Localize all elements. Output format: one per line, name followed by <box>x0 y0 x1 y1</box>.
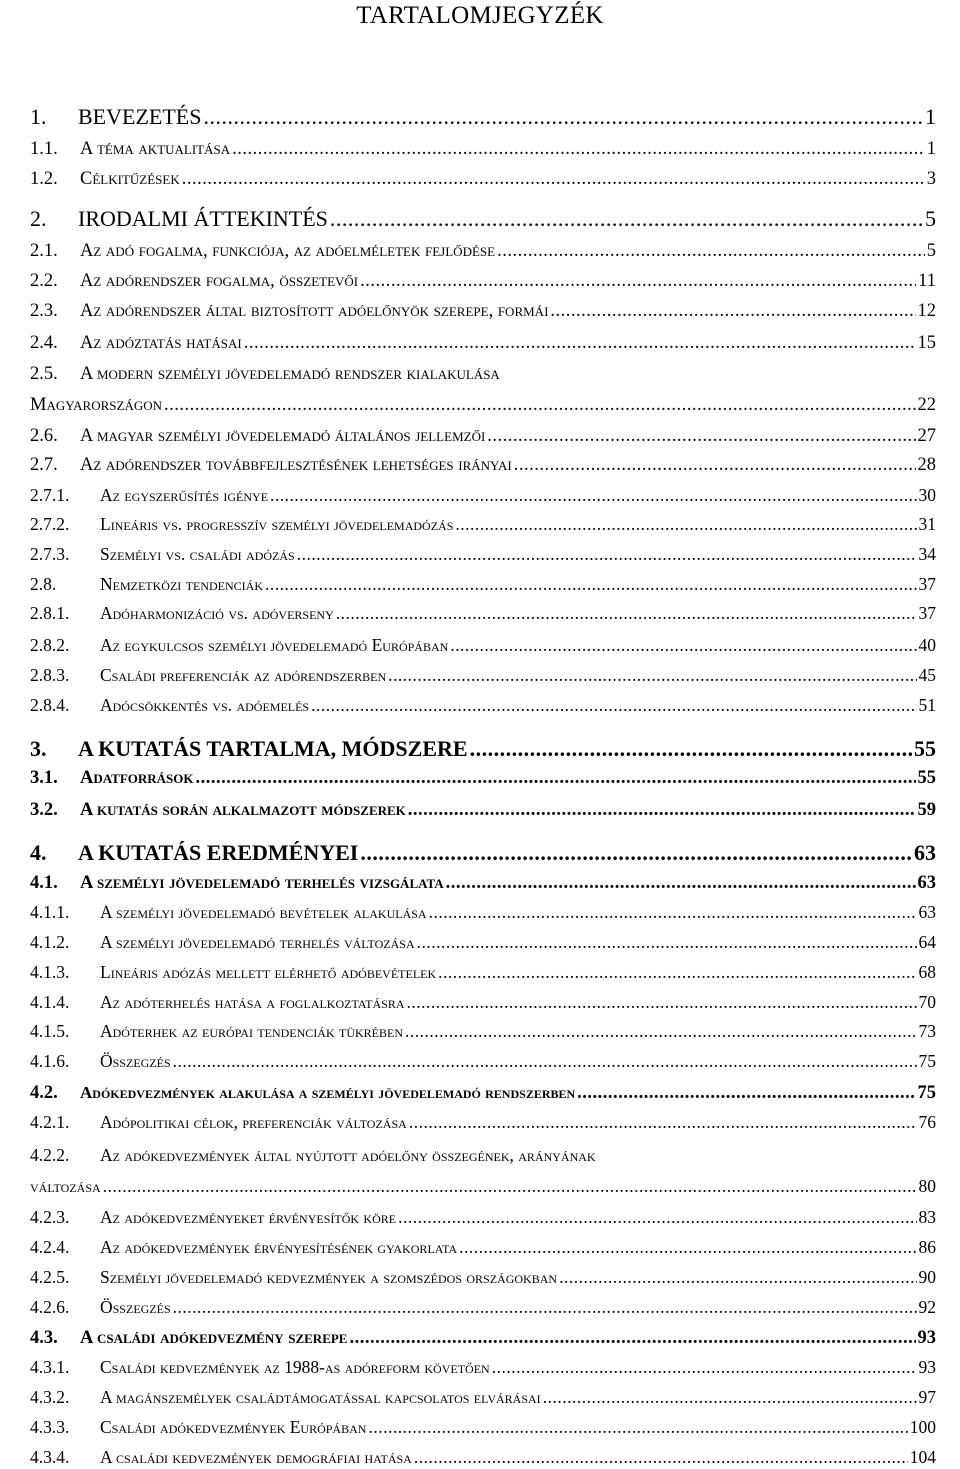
toc-page: 64 <box>918 932 936 952</box>
toc-number: 2.6. <box>30 426 58 446</box>
toc-page: 37 <box>918 603 936 623</box>
toc-number: 4.2.4. <box>30 1237 70 1257</box>
dot-leader <box>438 964 916 982</box>
toc-number: 4.2.2. <box>30 1145 70 1165</box>
toc-entry[interactable] <box>30 667 936 685</box>
toc-title: Az adó fogalma, funkciója, az adóelméletek fejlődése <box>80 241 496 261</box>
toc-number: 4.2.3. <box>30 1207 70 1227</box>
toc-number: 1.2. <box>30 169 58 189</box>
dot-leader <box>103 1178 917 1196</box>
toc-number: 2.8.1. <box>30 603 70 623</box>
toc-entry[interactable] <box>30 769 936 788</box>
toc-page: 45 <box>918 665 936 685</box>
toc-number: 4.1.3. <box>30 962 70 982</box>
toc-title: Személyi vs. családi adózás <box>100 544 295 564</box>
toc-number: 2.1. <box>30 241 58 261</box>
dot-leader <box>196 769 916 788</box>
toc-entry[interactable] <box>30 1053 936 1071</box>
toc-page: 97 <box>918 1387 936 1407</box>
toc-number: 2.5. <box>30 364 58 384</box>
toc-title: Adókedvezmények alakulása a személyi jövedelemadó rendszerben <box>80 1083 576 1102</box>
toc-title: Összegzés <box>100 1297 171 1317</box>
toc-title: Nemzetközi tendenciák <box>100 574 263 594</box>
toc-number: 4.2. <box>30 1083 58 1103</box>
toc-title-continuation: Magyarországon <box>30 395 163 415</box>
toc-number: 4.1.1. <box>30 902 70 922</box>
toc-number: 4.3.3. <box>30 1417 70 1437</box>
toc-entry[interactable] <box>30 1359 936 1377</box>
toc-title: Lineáris vs. progresszív személyi jövedelemadózás <box>100 514 454 534</box>
toc-number: 1.1. <box>30 139 58 159</box>
toc-number: 4.1.4. <box>30 992 70 1012</box>
toc-title-continuation: változása <box>30 1176 101 1196</box>
toc-title: Az adókedvezményeket érvényesítők köre <box>100 1207 397 1227</box>
toc-entry[interactable] <box>30 605 936 623</box>
toc-entry[interactable] <box>30 842 936 864</box>
toc-entry[interactable] <box>30 1419 936 1437</box>
dot-leader <box>368 1419 907 1437</box>
toc-page: 30 <box>918 485 936 505</box>
toc-page: 55 <box>917 768 936 788</box>
toc-entry[interactable] <box>30 1147 936 1165</box>
toc-entry[interactable] <box>30 934 936 952</box>
toc-page: 80 <box>918 1176 936 1196</box>
toc-title: Az adókedvezmények érvényesítésének gyakorlata <box>100 1237 458 1257</box>
toc-number: 4.1.5. <box>30 1021 70 1041</box>
toc-title: Az egykulcsos személyi jövedelemadó Európában <box>100 635 449 655</box>
toc-page: 93 <box>918 1357 936 1377</box>
toc-entry[interactable] <box>30 242 936 261</box>
dot-leader <box>297 546 917 564</box>
toc-title: Az adóterhelés hatása a foglalkoztatásra <box>100 992 405 1012</box>
toc-title: A KUTATÁS EREDMÉNYEI <box>78 840 359 865</box>
toc-entry[interactable] <box>30 140 936 159</box>
toc-title: Célkitűzések <box>80 169 180 189</box>
dot-leader <box>270 487 916 505</box>
toc-number: 2.8.4. <box>30 695 70 715</box>
toc-number: 3.2. <box>30 800 58 820</box>
toc-number: 4.3. <box>30 1328 58 1348</box>
toc-entry[interactable] <box>30 1329 936 1348</box>
dot-leader <box>405 1023 916 1041</box>
toc-page: 12 <box>917 301 936 321</box>
toc-page: 70 <box>918 992 936 1012</box>
toc-entry[interactable] <box>30 637 936 655</box>
toc-entry[interactable] <box>30 697 936 715</box>
dot-leader <box>360 842 912 864</box>
toc-page: 75 <box>917 1083 936 1103</box>
toc-title: A személyi jövedelemadó terhelés vizsgálata <box>80 873 444 893</box>
toc-entry-continuation[interactable] <box>30 396 936 415</box>
dot-leader <box>487 427 915 446</box>
toc-title: Az adórendszer fogalma, összetevői <box>80 271 359 291</box>
toc-number: 4.2.1. <box>30 1112 70 1132</box>
toc-entry[interactable] <box>30 334 936 353</box>
toc-entry[interactable] <box>30 1389 936 1407</box>
dot-leader <box>455 516 916 534</box>
toc-entry[interactable] <box>30 427 936 446</box>
toc-page: 93 <box>917 1328 936 1348</box>
toc-page: 73 <box>918 1021 936 1041</box>
toc-page: 37 <box>918 574 936 594</box>
dot-leader <box>349 1329 915 1348</box>
toc-entry-continuation[interactable] <box>30 1178 936 1196</box>
toc-title: A KUTATÁS TARTALMA, MÓDSZERE <box>78 736 468 761</box>
toc-entry[interactable] <box>30 1084 936 1103</box>
toc-entry[interactable] <box>30 546 936 564</box>
dot-leader <box>543 1389 917 1407</box>
toc-entry[interactable] <box>30 1299 936 1317</box>
toc-page: 76 <box>918 1112 936 1132</box>
toc-entry[interactable] <box>30 272 936 291</box>
toc-page: 63 <box>918 902 936 922</box>
dot-leader <box>514 456 916 475</box>
toc-number: 2.8.2. <box>30 635 70 655</box>
toc-page: 22 <box>917 395 936 415</box>
toc-entry[interactable] <box>30 964 936 982</box>
toc-number: 2.8.3. <box>30 665 70 685</box>
dot-leader <box>459 1239 916 1257</box>
toc-page: 34 <box>918 544 936 564</box>
toc-title: Adópolitikai célok, preferenciák változása <box>100 1112 407 1132</box>
toc-title: A kutatás során alkalmazott módszerek <box>80 800 406 820</box>
page-title: TARTALOMJEGYZÉK <box>356 2 604 29</box>
dot-leader <box>429 904 917 922</box>
dot-leader <box>336 605 917 623</box>
toc-title: A modern személyi jövedelemadó rendszer kialakulása <box>80 364 500 384</box>
dot-leader <box>577 1084 915 1103</box>
toc-number: 1. <box>30 104 47 129</box>
toc-page: 3 <box>926 169 936 189</box>
dot-leader <box>232 140 925 159</box>
toc-title: A személyi jövedelemadó terhelés változása <box>100 932 415 952</box>
toc-number: 4.2.6. <box>30 1297 70 1317</box>
toc-entry[interactable] <box>30 1114 936 1132</box>
toc-entry[interactable] <box>30 1449 936 1467</box>
toc-number: 2.2. <box>30 271 58 291</box>
toc-number: 4.1. <box>30 873 58 893</box>
dot-leader <box>173 1299 917 1317</box>
dot-leader <box>497 242 925 261</box>
dot-leader <box>388 667 916 685</box>
toc-number: 2.7.3. <box>30 544 70 564</box>
toc-page: 59 <box>917 800 936 820</box>
toc-entry[interactable] <box>30 1209 936 1227</box>
toc-entry[interactable] <box>30 487 936 505</box>
toc-page: 104 <box>909 1447 936 1467</box>
toc-entry[interactable] <box>30 904 936 922</box>
toc-title: Személyi jövedelemadó kedvezmények a szomszédos országokban <box>100 1267 558 1287</box>
toc-title: Lineáris adózás mellett elérhető adóbevételek <box>100 962 437 982</box>
dot-leader <box>492 1359 917 1377</box>
dot-leader <box>409 1114 917 1132</box>
toc-entry[interactable] <box>30 456 936 475</box>
toc-title: A családi kedvezmények demográfiai hatása <box>100 1447 412 1467</box>
toc-title: Az egyszerűsítés igénye <box>100 485 269 505</box>
dot-leader <box>559 1269 916 1287</box>
dot-leader <box>446 874 916 893</box>
toc-title: IRODALMI ÁTTEKINTÉS <box>78 206 328 231</box>
toc-page: 31 <box>918 514 936 534</box>
toc-number: 4.3.1. <box>30 1357 70 1377</box>
toc-title: Az adórendszer által biztosított adóelőnyök szerepe, formái <box>80 301 549 321</box>
toc-number: 2.7.1. <box>30 485 70 505</box>
toc-entry[interactable] <box>30 170 936 189</box>
toc-page: 100 <box>909 1417 936 1437</box>
toc-title: Adatforrások <box>80 768 194 788</box>
dot-leader <box>398 1209 916 1227</box>
dot-leader <box>550 302 915 321</box>
toc-title: A magyar személyi jövedelemadó általános jellemzői <box>80 426 486 446</box>
toc-title: Az adóztatás hatásai <box>80 333 242 353</box>
toc-page: 40 <box>918 635 936 655</box>
toc-number: 4.3.2. <box>30 1387 70 1407</box>
dot-leader <box>407 994 917 1012</box>
toc-page: 63 <box>917 873 936 893</box>
toc-page: 86 <box>918 1237 936 1257</box>
toc-title: Családi preferenciák az adórendszerben <box>100 665 387 685</box>
toc-title: Az adórendszer továbbfejlesztésének lehetséges irányai <box>80 455 512 475</box>
toc-title: A személyi jövedelemadó bevételek alakulása <box>100 902 427 922</box>
toc-number: 2.3. <box>30 301 58 321</box>
toc-page: 5 <box>926 241 936 261</box>
toc-page: 15 <box>917 333 936 353</box>
toc-page: 5 <box>925 206 936 231</box>
toc-number: 2.8. <box>30 574 57 594</box>
dot-leader <box>164 396 915 415</box>
toc-number: 4.3.4. <box>30 1447 70 1467</box>
dot-leader <box>173 1053 917 1071</box>
toc-entry[interactable] <box>30 994 936 1012</box>
toc-page: 55 <box>914 736 936 761</box>
toc-number: 4.2.5. <box>30 1267 70 1287</box>
toc-title: Adóterhek az európai tendenciák tükrében <box>100 1021 404 1041</box>
toc-entry[interactable] <box>30 874 936 893</box>
toc-title: A téma aktualitása <box>80 139 231 159</box>
toc-number: 3.1. <box>30 768 58 788</box>
toc-page: 27 <box>917 426 936 446</box>
toc-page: 83 <box>918 1207 936 1227</box>
dot-leader <box>203 106 923 128</box>
toc-page: 92 <box>918 1297 936 1317</box>
toc-title: Adóharmonizáció vs. adóverseny <box>100 603 334 623</box>
dot-leader <box>408 801 916 820</box>
toc-page: 1 <box>926 139 936 159</box>
toc-number: 4. <box>30 840 47 865</box>
dot-leader <box>244 334 916 353</box>
toc-entry[interactable] <box>30 1023 936 1041</box>
toc-page: 51 <box>918 695 936 715</box>
toc-page: 11 <box>918 271 936 291</box>
toc-title: BEVEZETÉS <box>78 104 202 129</box>
toc-entry[interactable] <box>30 516 936 534</box>
toc-entry[interactable] <box>30 801 936 820</box>
dot-leader <box>265 576 917 594</box>
toc-title: Az adókedvezmények által nyújtott adóelőny összegének, arányának <box>100 1145 596 1165</box>
toc-number: 2. <box>30 206 47 231</box>
toc-number: 2.7.2. <box>30 514 70 534</box>
toc-entry[interactable] <box>30 1269 936 1287</box>
toc-entry[interactable] <box>30 576 936 594</box>
toc-entry[interactable] <box>30 302 936 321</box>
dot-leader <box>330 208 923 230</box>
toc-page: 63 <box>914 840 936 865</box>
toc-page: 68 <box>918 962 936 982</box>
toc-page: 28 <box>917 455 936 475</box>
toc-number: 2.7. <box>30 455 58 475</box>
toc-number: 4.1.2. <box>30 932 70 952</box>
toc-entry[interactable] <box>30 738 936 760</box>
toc-title: A családi adókedvezmény szerepe <box>80 1328 348 1348</box>
toc-number: 3. <box>30 736 47 761</box>
toc-title: Adócsökkentés vs. adóemelés <box>100 695 310 715</box>
toc-number: 2.4. <box>30 333 58 353</box>
toc-title: Összegzés <box>100 1051 171 1071</box>
toc-title: Családi kedvezmények az 1988-as adóreform követően <box>100 1357 490 1377</box>
toc-number: 4.1.6. <box>30 1051 70 1071</box>
toc-entry[interactable] <box>30 106 936 128</box>
dot-leader <box>414 1449 908 1467</box>
toc-title: A magánszemélyek családtámogatással kapcsolatos elvárásai <box>100 1387 541 1407</box>
toc-entry[interactable] <box>30 208 936 230</box>
dot-leader <box>470 738 912 760</box>
dot-leader <box>182 170 925 189</box>
dot-leader <box>311 697 916 715</box>
toc-title: Családi adókedvezmények Európában <box>100 1417 367 1437</box>
toc-page: 90 <box>918 1267 936 1287</box>
dot-leader <box>417 934 917 952</box>
toc-entry[interactable] <box>30 365 936 384</box>
dot-leader <box>360 272 916 291</box>
toc-page: 75 <box>918 1051 936 1071</box>
toc-page: 1 <box>925 104 936 129</box>
toc-entry[interactable] <box>30 1239 936 1257</box>
dot-leader <box>450 637 916 655</box>
